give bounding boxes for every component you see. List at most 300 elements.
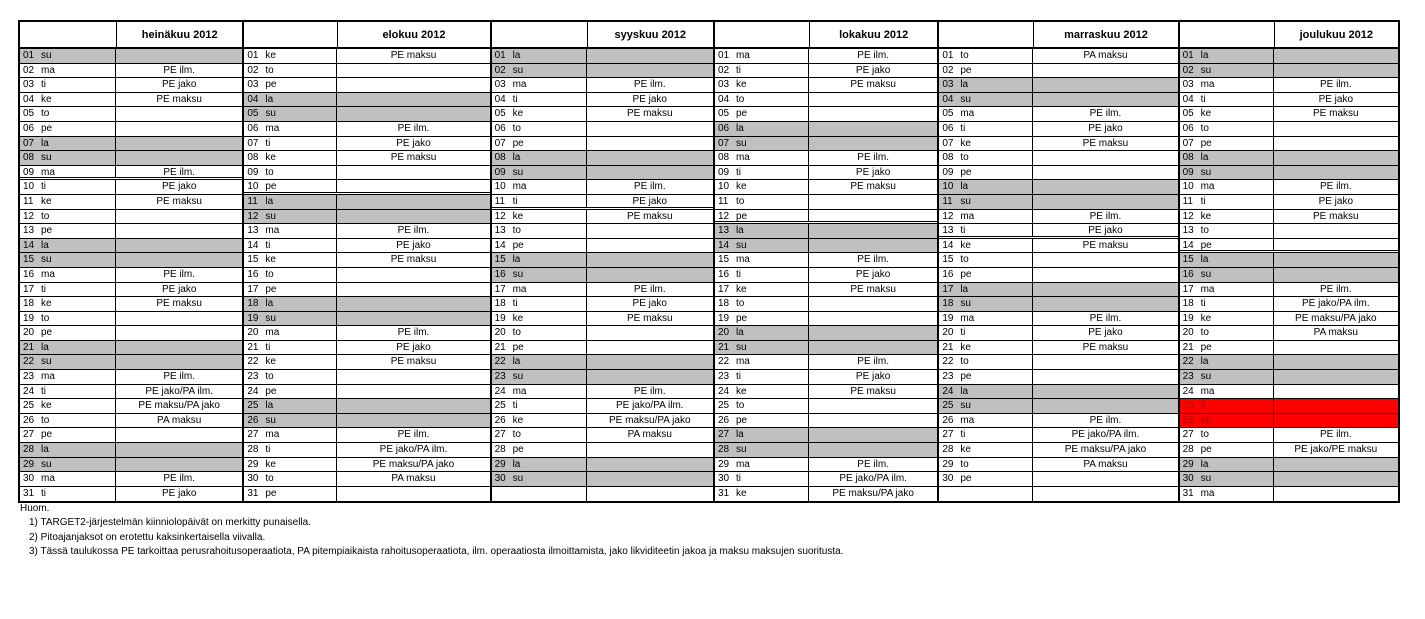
operation-cell: PE maksu	[1082, 137, 1129, 149]
day-cell	[244, 151, 337, 165]
day-number: 07	[717, 137, 730, 149]
day-number: 29	[717, 458, 730, 470]
operation-cell	[1274, 253, 1398, 267]
day-cell	[1180, 399, 1274, 413]
day-number: 22	[494, 356, 506, 368]
day-row	[20, 239, 242, 254]
day-row	[244, 399, 489, 414]
day-number: 18	[247, 298, 259, 310]
day-row	[1180, 487, 1398, 502]
operation-cell: PE jako	[161, 283, 197, 295]
weekday: su	[1200, 64, 1212, 76]
weekday: la	[41, 444, 49, 456]
day-row	[939, 326, 1177, 341]
day-number: 28	[1182, 444, 1194, 456]
day-row	[492, 151, 713, 166]
operation-cell	[116, 312, 242, 326]
day-cell	[20, 443, 116, 457]
day-number: 19	[494, 312, 506, 324]
day-number: 21	[494, 341, 506, 353]
operation-cell: PE maksu	[850, 385, 896, 397]
weekday: su	[735, 341, 747, 353]
day-cell	[1180, 428, 1274, 442]
day-number: 19	[247, 312, 259, 324]
day-number: 13	[247, 225, 259, 237]
day-cell	[244, 341, 337, 355]
header-day-cell	[244, 22, 338, 47]
day-number: 23	[494, 371, 506, 383]
day-cell	[20, 385, 116, 399]
day-cell	[244, 166, 337, 180]
operation-cell: PE maksu/PA jako	[1064, 444, 1147, 456]
day-row	[939, 414, 1177, 429]
day-cell	[20, 414, 116, 428]
day-number: 17	[494, 283, 506, 295]
operation-cell	[1274, 355, 1398, 369]
weekday: pe	[1200, 137, 1212, 149]
operation-cell	[809, 195, 937, 209]
day-cell	[1180, 283, 1274, 297]
day-row	[1180, 443, 1398, 458]
day-row	[715, 414, 937, 429]
day-number: 08	[942, 152, 954, 164]
weekday: ma	[960, 108, 975, 120]
operation-cell: PE ilm.	[857, 254, 889, 266]
operation-cell	[1274, 49, 1398, 63]
day-row	[939, 137, 1177, 152]
operation-cell: PA maksu	[1083, 50, 1128, 61]
day-number: 20	[1182, 327, 1194, 339]
operation-cell	[1033, 472, 1177, 486]
day-number: 10	[23, 181, 35, 193]
day-row	[939, 93, 1177, 108]
day-cell	[939, 443, 1033, 457]
day-row	[1180, 166, 1398, 181]
day-row	[20, 458, 242, 473]
weekday: pe	[265, 283, 277, 295]
day-row	[20, 107, 242, 122]
day-cell	[939, 341, 1033, 355]
day-row	[492, 370, 713, 385]
day-row	[1180, 297, 1398, 312]
day-row	[715, 443, 937, 458]
operation-cell	[337, 195, 489, 209]
operation-cell	[337, 78, 489, 92]
day-cell	[1180, 151, 1274, 165]
day-row	[244, 180, 489, 195]
day-number: 09	[247, 166, 259, 178]
day-number: 26	[1182, 414, 1194, 426]
day-row	[20, 253, 242, 268]
day-cell	[244, 399, 337, 413]
day-number: 23	[942, 371, 954, 383]
weekday: ti	[960, 225, 966, 236]
operation-cell	[587, 122, 713, 136]
day-row	[1180, 326, 1398, 341]
day-cell	[1180, 64, 1274, 78]
day-cell	[1180, 239, 1274, 251]
day-cell	[939, 166, 1033, 180]
operation-cell: PE maksu	[850, 79, 896, 91]
day-cell	[20, 49, 116, 63]
operation-cell: PA maksu	[1083, 458, 1128, 470]
day-number: 26	[942, 414, 954, 426]
month-name: marraskuu 2012	[1064, 29, 1148, 41]
day-cell	[20, 93, 116, 107]
weekday: ma	[735, 254, 750, 266]
weekday: ma	[1200, 487, 1215, 499]
day-row	[1180, 78, 1398, 93]
weekday: ma	[265, 327, 280, 339]
header-day-cell	[492, 22, 588, 47]
day-row	[939, 239, 1177, 254]
weekday: pe	[512, 239, 524, 251]
day-number: 16	[942, 268, 954, 280]
day-cell	[715, 472, 809, 486]
operation-cell: PE maksu/PA jako	[138, 400, 220, 412]
operation-cell	[1033, 297, 1177, 311]
weekday: la	[735, 429, 744, 441]
operation-cell: PE maksu	[156, 93, 202, 105]
operation-cell: PA maksu	[391, 473, 436, 485]
day-row	[492, 472, 713, 487]
day-row	[20, 312, 242, 327]
day-row	[715, 399, 937, 414]
day-number: 05	[717, 108, 730, 120]
day-number: 26	[717, 414, 730, 426]
operation-cell: PE jako	[1318, 195, 1354, 207]
day-number: 07	[494, 137, 506, 149]
day-cell	[492, 414, 587, 428]
operation-cell	[1274, 137, 1398, 151]
weekday: to	[1200, 327, 1209, 339]
day-cell	[492, 49, 587, 63]
day-row	[939, 312, 1177, 327]
day-number: 28	[494, 444, 506, 456]
operation-cell	[587, 487, 713, 502]
weekday: pe	[265, 79, 277, 91]
weekday: to	[265, 166, 274, 178]
day-row	[20, 166, 242, 181]
day-row	[20, 268, 242, 283]
day-row	[939, 472, 1177, 487]
weekday: la	[1200, 458, 1209, 470]
day-cell	[244, 268, 337, 282]
weekday: su	[41, 458, 52, 470]
operation-cell: PE maksu	[390, 152, 437, 164]
operation-cell	[337, 107, 489, 121]
day-cell	[492, 253, 587, 267]
note-item: 1) TARGET2-järjestelmän kiinniolopäivät on merkitty punaisella.	[29, 517, 311, 529]
day-cell	[939, 283, 1033, 297]
day-cell	[939, 414, 1033, 428]
day-row	[1180, 341, 1398, 356]
day-row	[244, 151, 489, 166]
day-row	[492, 341, 713, 356]
month-header	[715, 22, 937, 49]
day-number: 24	[23, 385, 35, 397]
operation-cell	[809, 224, 937, 238]
day-cell	[715, 385, 809, 399]
day-row	[1180, 472, 1398, 487]
operation-cell	[809, 443, 937, 457]
day-number: 23	[247, 371, 259, 383]
operation-cell: PE jako	[161, 79, 197, 91]
weekday: su	[960, 93, 971, 105]
day-cell	[939, 122, 1033, 136]
day-cell	[492, 93, 587, 107]
operation-cell	[116, 443, 242, 457]
day-number: 27	[717, 429, 730, 441]
day-cell	[492, 166, 587, 180]
weekday: pe	[1200, 341, 1212, 353]
day-cell	[492, 472, 587, 486]
day-number: 31	[23, 487, 35, 499]
day-number: 29	[942, 458, 954, 470]
day-cell	[492, 443, 587, 457]
weekday: to	[265, 371, 274, 383]
weekday: ti	[1200, 400, 1206, 412]
weekday: ke	[1200, 210, 1212, 222]
operation-cell: PE ilm.	[163, 166, 196, 178]
day-number: 12	[247, 210, 259, 222]
day-row	[492, 297, 713, 312]
day-number: 15	[247, 254, 259, 266]
day-row	[244, 195, 489, 210]
day-cell	[244, 122, 337, 136]
day-cell	[1180, 370, 1274, 384]
operation-cell	[337, 297, 489, 311]
day-row	[244, 443, 489, 458]
day-row	[244, 283, 489, 298]
day-number: 06	[1182, 122, 1194, 134]
operation-cell: PE jako/PA ilm.	[379, 444, 448, 456]
day-number: 12	[23, 210, 35, 222]
weekday: ti	[1200, 195, 1206, 207]
operation-cell	[1033, 151, 1177, 165]
day-number: 07	[942, 137, 954, 149]
weekday: la	[1200, 356, 1209, 368]
day-row	[20, 78, 242, 93]
weekday: ti	[265, 239, 271, 251]
day-row	[492, 428, 713, 443]
day-cell	[715, 443, 809, 457]
day-row	[715, 297, 937, 312]
weekday: la	[1200, 50, 1209, 61]
day-number: 06	[247, 122, 259, 134]
day-row	[715, 253, 937, 268]
day-cell	[939, 385, 1033, 399]
day-row	[939, 78, 1177, 93]
day-row	[1180, 370, 1398, 385]
day-cell	[939, 93, 1033, 107]
weekday: ke	[1200, 108, 1212, 120]
day-row	[492, 49, 713, 64]
day-number: 01	[1182, 50, 1194, 61]
day-row	[715, 64, 937, 79]
day-row	[492, 64, 713, 79]
day-row	[939, 443, 1177, 458]
day-number: 15	[942, 254, 954, 266]
weekday: ti	[265, 444, 271, 456]
day-row	[492, 239, 713, 254]
note-item: 3) Tässä taulukossa PE tarkoittaa perusrahoitusoperaatiota, PA pitempiaikaista rahoitusoperaatiota, ilm. operaatiosta ilmoittamista, jako likviditeetin jakoa ja maksu maksujen suoritusta.	[29, 545, 844, 557]
operation-cell: PE jako	[855, 166, 891, 178]
day-number: 17	[1182, 283, 1194, 295]
day-cell	[492, 283, 587, 297]
day-number: 25	[942, 400, 954, 412]
day-row	[939, 268, 1177, 283]
day-cell	[939, 268, 1033, 282]
weekday: ke	[41, 195, 52, 207]
weekday: ma	[512, 385, 527, 397]
operation-cell	[116, 49, 242, 63]
operation-cell	[587, 268, 713, 282]
day-row	[939, 399, 1177, 414]
day-number: 03	[942, 79, 954, 91]
weekday: su	[512, 268, 524, 280]
day-number: 20	[247, 327, 259, 339]
day-row	[715, 239, 937, 254]
operation-cell: PE jako/PA ilm.	[1301, 298, 1370, 310]
weekday: ti	[41, 79, 46, 91]
operation-cell	[1033, 195, 1177, 209]
day-number: 09	[494, 166, 506, 178]
operation-cell	[587, 166, 713, 180]
month-column	[242, 22, 489, 501]
weekday: ma	[960, 210, 975, 222]
day-number: 16	[247, 268, 259, 280]
weekday: ke	[265, 458, 276, 470]
day-cell	[20, 370, 116, 384]
day-row	[939, 385, 1177, 400]
day-row	[1180, 195, 1398, 210]
weekday: to	[735, 195, 745, 207]
operation-cell	[809, 137, 937, 151]
day-row	[244, 166, 489, 181]
day-row	[244, 370, 489, 385]
weekday: ma	[265, 225, 280, 237]
weekday: ma	[735, 50, 750, 61]
day-row	[1180, 283, 1398, 298]
day-cell	[715, 107, 809, 121]
weekday: ke	[1200, 312, 1212, 324]
weekday: ti	[1200, 93, 1206, 105]
day-cell	[244, 312, 337, 326]
day-row	[20, 414, 242, 429]
operation-cell: PE maksu	[626, 210, 673, 222]
day-number: 08	[23, 152, 35, 164]
operation-cell	[116, 355, 242, 369]
day-number: 30	[247, 473, 259, 485]
weekday: to	[265, 473, 274, 485]
operation-cell: PE ilm.	[397, 122, 430, 134]
month-name: lokakuu 2012	[839, 29, 909, 41]
weekday: la	[512, 152, 521, 164]
day-row	[244, 93, 489, 108]
weekday: su	[265, 312, 276, 324]
operation-cell	[1033, 268, 1177, 282]
day-cell	[939, 253, 1033, 267]
day-cell	[939, 107, 1033, 121]
day-cell	[20, 166, 116, 178]
weekday: ma	[960, 414, 975, 426]
day-row	[939, 297, 1177, 312]
operation-cell: PE jako	[855, 64, 891, 76]
operation-cell: PE ilm.	[857, 152, 889, 164]
operation-cell: PE maksu	[1082, 239, 1129, 251]
day-row	[939, 195, 1177, 210]
weekday: pe	[960, 268, 972, 280]
day-cell	[715, 210, 809, 222]
day-cell	[715, 64, 809, 78]
day-number: 10	[717, 181, 730, 193]
day-cell	[715, 151, 809, 165]
day-row	[1180, 64, 1398, 79]
day-number: 11	[247, 195, 258, 207]
weekday: ma	[960, 312, 975, 324]
operation-cell: PE ilm.	[397, 225, 430, 237]
day-cell	[1180, 385, 1274, 399]
day-row	[1180, 239, 1398, 254]
day-row	[20, 195, 242, 210]
day-number: 21	[1182, 341, 1194, 353]
day-number: 10	[942, 181, 954, 193]
day-cell	[244, 283, 337, 297]
day-row	[244, 64, 489, 79]
day-cell	[492, 78, 587, 92]
day-row	[939, 210, 1177, 225]
operation-cell	[337, 385, 489, 399]
weekday: ke	[41, 400, 52, 412]
operation-cell	[809, 428, 937, 442]
day-number: 09	[942, 166, 954, 178]
weekday: ma	[265, 122, 280, 134]
day-number: 01	[247, 50, 259, 61]
day-number: 15	[717, 254, 730, 266]
operation-cell	[809, 122, 937, 136]
weekday: ke	[735, 487, 747, 499]
operation-cell	[587, 370, 713, 384]
day-number: 03	[494, 79, 506, 91]
day-row	[244, 224, 489, 239]
day-number: 30	[717, 473, 730, 485]
day-number: 14	[23, 239, 35, 251]
day-number: 20	[494, 327, 506, 339]
day-cell	[492, 428, 587, 442]
weekday: ke	[512, 414, 524, 426]
day-row	[20, 326, 242, 341]
day-cell	[244, 370, 337, 384]
day-number: 23	[717, 371, 730, 383]
day-cell	[20, 210, 116, 224]
day-cell	[715, 180, 809, 194]
day-row	[244, 210, 489, 225]
day-number: 20	[23, 327, 35, 339]
operation-cell	[809, 239, 937, 253]
weekday: to	[41, 108, 50, 120]
day-number: 05	[247, 108, 259, 120]
operation-cell: PE maksu	[626, 312, 673, 324]
day-row	[1180, 137, 1398, 152]
day-cell	[492, 297, 587, 311]
day-number: 14	[494, 239, 506, 251]
day-row	[1180, 107, 1398, 122]
day-row	[715, 107, 937, 122]
day-cell	[715, 283, 809, 297]
weekday: ti	[960, 327, 966, 339]
operation-cell: PE ilm.	[633, 79, 666, 91]
